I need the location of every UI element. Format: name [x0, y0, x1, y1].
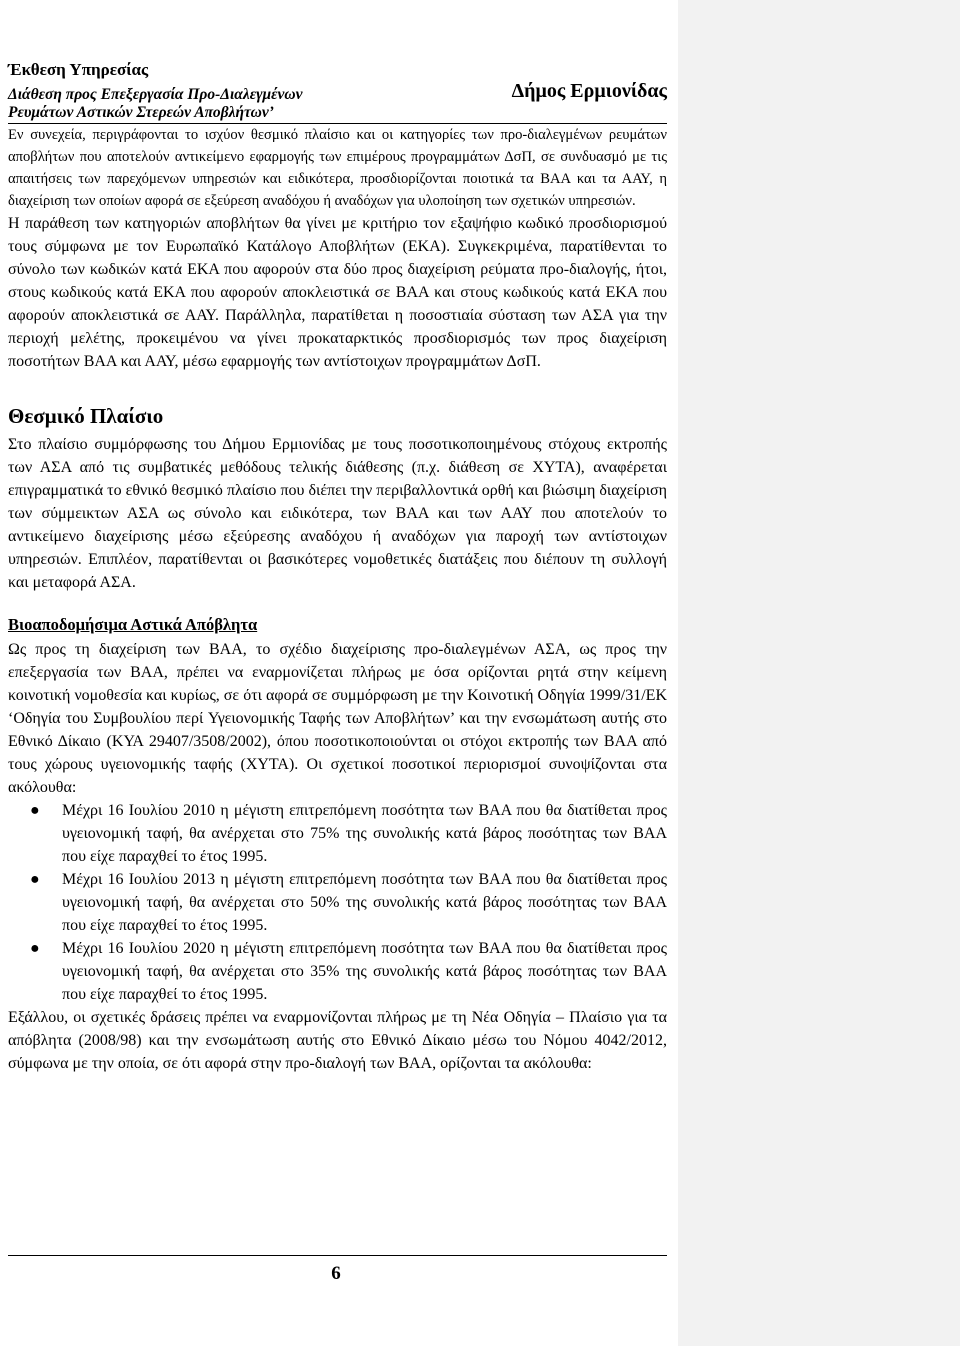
- municipality-name: Δήμος Ερμιονίδας: [511, 80, 667, 102]
- list-item: [8, 799, 667, 868]
- list-item: [8, 937, 667, 1006]
- report-title: Έκθεση Υπηρεσίας: [8, 60, 149, 79]
- bullet-icon: ●: [30, 871, 40, 888]
- bullet-icon: ●: [30, 940, 40, 957]
- header-subtitle-line2: Ρευμάτων Αστικών Στερεών Αποβλήτων’: [8, 104, 274, 121]
- section-heading-institutional-framework: Θεσμικό Πλαίσιο: [8, 404, 164, 428]
- intro-paragraph-2: Η παράθεση των κατηγοριών αποβλήτων θα γίνει με κριτήριο τον εξαψήφιο κωδικό προσδιορισμού τους σύμφωνα με τον Ευρωπαϊκό Κατάλογο Αποβλήτων (ΕΚΑ). Συγκεκριμένα, παρατίθενται το σύνολο των κωδικών κατά ΕΚΑ που αφορούν στα δύο προς διαχείριση ρεύματα προ-διαλογής, ήτοι, στους κωδικούς κατά ΕΚΑ που αφορούν αποκλειστικά σε ΒΑΑ και στους κωδικούς κατά ΕΚΑ που αφορούν αποκλειστικά σε ΑΑΥ. Παράλληλα, παρατίθεται η ποσοστιαία σύσταση των ΑΣΑ για την περιοχή μελέτης, προκειμένου να γίνει προκαταρκτικός προσδιορισμός των προς διαχείριση ποσοτήτων ΒΑΑ και ΑΑΥ, μέσω εφαρμογής των αντίστοιχων προγραμμάτων ΔσΠ.: [8, 215, 667, 370]
- bullet-icon: ●: [30, 802, 40, 819]
- bullet-text: Μέχρι 16 Ιουλίου 2020 η μέγιστη επιτρεπόμενη ποσότητα των ΒΑΑ που θα διατίθεται προς υγειονομική ταφή, θα ανέρχεται στο 35% της συνολικής κατά βάρος ποσότητας των ΒΑΑ που είχε παραχθεί το έτος 1995.: [62, 940, 667, 1003]
- section2-paragraph: Ως προς τη διαχείριση των ΒΑΑ, το σχέδιο διαχείρισης προ-διαλεγμένων ΑΣΑ, ως προς την επεξεργασία των ΒΑΑ, πρέπει να εναρμονίζεται πλήρως με όσα ορίζονται ρητά στην κείμενη κοινοτική νομοθεσία και κυρίως, σε ότι αφορά σε συμμόρφωση με την Κοινοτική Οδηγία 1999/31/ΕΚ ‘Οδηγία του Συμβουλίου περί Υγειονομικής Ταφής των Αποβλήτων’ και την ενσωμάτωση αυτής στο Εθνικό Δίκαιο (ΚΥΑ 29407/3508/2002), όπου ποσοτικοποιούνται οι στόχοι εκτροπής των ΒΑΑ από τους χώρους υγειονομικής ταφής (ΧΥΤΑ). Οι σχετικοί ποσοτικοί περιορισμοί συνοψίζονται στα ακόλουθα:: [8, 641, 667, 796]
- page-header: [8, 80, 667, 122]
- subsection-heading-biodegradable-waste: Βιοαποδομήσιμα Αστικά Απόβλητα: [8, 615, 258, 634]
- bullet-text: Μέχρι 16 Ιουλίου 2013 η μέγιστη επιτρεπόμενη ποσότητα των ΒΑΑ που θα διατίθεται προς υγειονομική ταφή, θα ανέρχεται στο 50% της συνολικής κατά βάρος ποσότητας των ΒΑΑ που είχε παραχθεί το έτος 1995.: [62, 871, 667, 934]
- document-page: [8, 60, 667, 1075]
- header-subtitle-line1: Διάθεση προς Επεξεργασία Προ-Διαλεγμένων: [8, 86, 303, 103]
- page-number: 6: [331, 1263, 341, 1284]
- targets-bullet-list: [8, 799, 667, 1006]
- intro-paragraph-1: Εν συνεχεία, περιγράφονται το ισχύον θεσμικό πλαίσιο και οι κατηγορίες των προ-διαλεγμένων ρευμάτων αποβλήτων που αποτελούν αντικείμενο εφαρμογής των επιμέρους προγραμμάτων ΔσΠ, σε συνδυασμό με τις απαιτήσεις των παρεχόμενων υπηρεσιών και ειδικότερα, προσδιορίζονται ποιοτικά τα ΒΑΑ και τα ΑΑΥ, η διαχείριση των οποίων αφορά σε εξεύρεση αναδόχου ή αναδόχων για υλοποίηση των σχετικών υπηρεσιών.: [8, 127, 667, 209]
- comment-margin-panel: [678, 0, 960, 1346]
- section1-paragraph: Στο πλαίσιο συμμόρφωσης του Δήμου Ερμιονίδας με τους ποσοτικοποιημένους στόχους εκτροπής των ΑΣΑ από τις συμβατικές μεθόδους τελικής διάθεσης (π.χ. διάθεση σε ΧΥΤΑ), αναφέρεται επιγραμματικά το εθνικό θεσμικό πλαίσιο που διέπει την περιβαλλοντικά ορθή και βιώσιμη διαχείριση των σύμμεικτων ΑΣΑ ως σύνολο και ειδικότερα, των ΒΑΑ και των ΑΑΥ που αποτελούν το αντικείμενο διαχείρισης μέσω εξεύρεσης αναδόχου ή αναδόχων για παροχή των αντίστοιχων υπηρεσιών. Επιπλέον, παρατίθενται οι βασικότερες νομοθετικές διατάξεις που διέπουν τη συλλογή και μεταφορά ΑΣΑ.: [8, 436, 667, 591]
- footer-rule: [8, 1255, 667, 1256]
- list-item: [8, 868, 667, 937]
- bullet-text: Μέχρι 16 Ιουλίου 2010 η μέγιστη επιτρεπόμενη ποσότητα των ΒΑΑ που θα διατίθεται προς υγειονομική ταφή, θα ανέρχεται στο 75% της συνολικής κατά βάρος ποσότητας των ΒΑΑ που είχε παραχθεί το έτος 1995.: [62, 802, 667, 865]
- section2-closing-paragraph: Εξάλλου, οι σχετικές δράσεις πρέπει να εναρμονίζονται πλήρως με τη Νέα Οδηγία – Πλαίσιο για τα απόβλητα (2008/98) και την ενσωμάτωση αυτής στο Εθνικό Δίκαιο μέσω του Νόμου 4042/2012, σύμφωνα με την οποία, σε ότι αφορά στην προ-διαλογή των ΒΑΑ, ορίζονται τα ακόλουθα:: [8, 1009, 667, 1072]
